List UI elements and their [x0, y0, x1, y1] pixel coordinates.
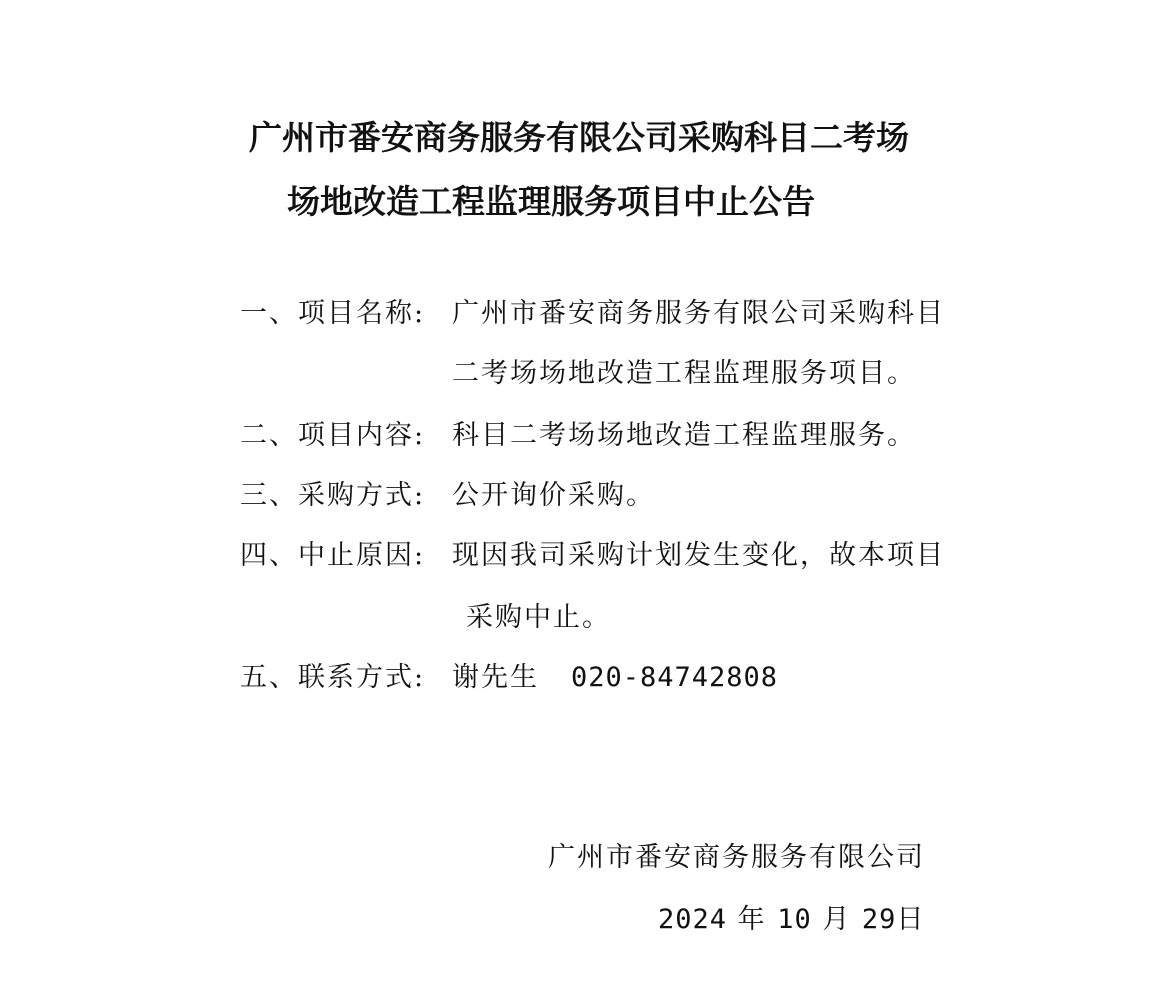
- date-day: 29: [861, 904, 897, 935]
- item-value-project-name-line-2: 二考场场地改造工程监理服务项目。: [452, 358, 916, 389]
- notice-title-line-2: 场地改造工程监理服务项目中止公告: [287, 182, 815, 221]
- item-value-suspension-reason-line-1: 现因我司采购计划发生变化，故本项目: [452, 540, 945, 571]
- item-label-project-content: 二、项目内容:: [240, 420, 426, 451]
- date-year-unit: 年: [737, 904, 767, 935]
- item-value-project-name-line-1: 广州市番安商务服务有限公司采购科目: [452, 298, 945, 329]
- contact-phone: 020-84742808: [571, 662, 779, 693]
- date-day-unit: 日: [896, 904, 926, 935]
- item-label-contact: 五、联系方式:: [240, 662, 426, 693]
- item-label-suspension-reason: 四、中止原因:: [240, 540, 426, 571]
- signature-organization: 广州市番安商务服务有限公司: [548, 842, 925, 873]
- item-value-suspension-reason-line-2: 采购中止。: [466, 602, 611, 633]
- contact-name: 谢先生: [452, 662, 539, 693]
- date-year: 2024: [658, 904, 728, 935]
- signature-date: [658, 902, 925, 938]
- date-month: 10: [777, 904, 812, 935]
- item-label-project-name: 一、项目名称:: [240, 298, 426, 329]
- item-label-procurement-method: 三、采购方式:: [240, 480, 426, 511]
- item-value-contact: [452, 660, 778, 696]
- notice-title-line-1: 广州市番安商务服务有限公司采购科目二考场: [249, 118, 909, 157]
- item-value-project-content: 科目二考场场地改造工程监理服务。: [452, 420, 916, 451]
- date-month-unit: 月: [822, 904, 852, 935]
- item-value-procurement-method: 公开询价采购。: [452, 480, 655, 511]
